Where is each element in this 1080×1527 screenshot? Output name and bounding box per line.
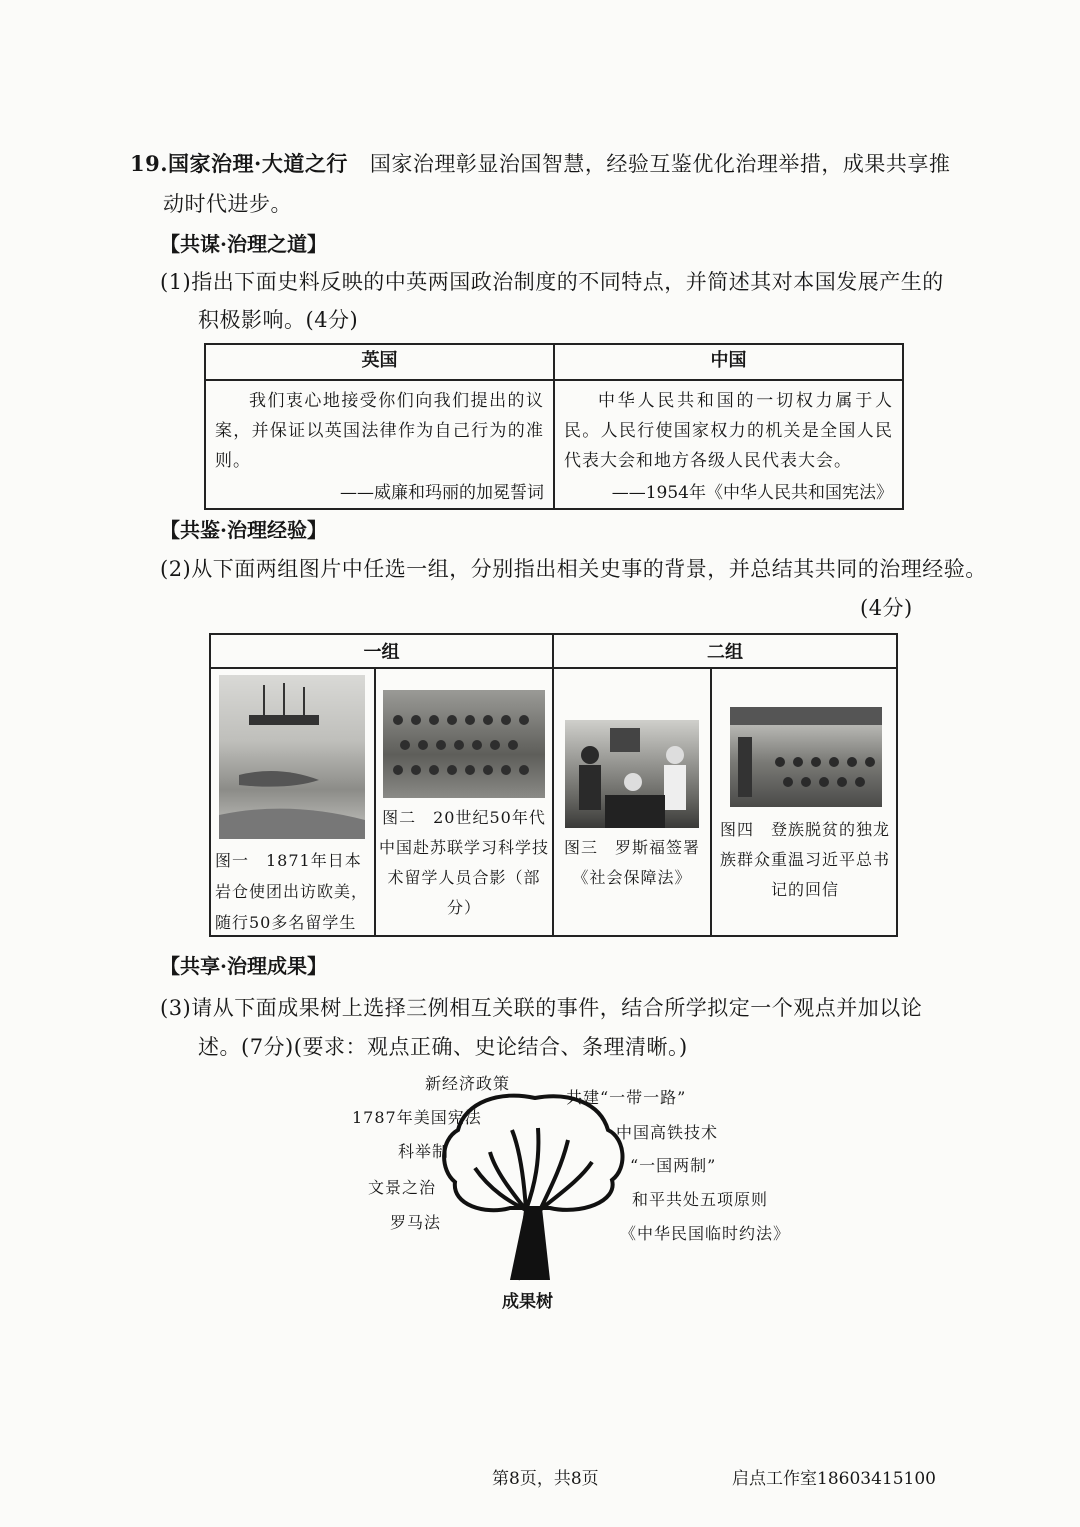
- part1-prompt-1: (1)指出下面史料反映的中英两国政治制度的不同特点，并简述其对本国发展产生的: [160, 270, 944, 294]
- ship-illustration: [219, 675, 365, 839]
- figure-2-caption: 图二 20世纪50年代中国赴苏联学习科学技术留学人员合影（部分）: [379, 808, 550, 917]
- tree-item-right-5: 《中华民国临时约法》: [620, 1224, 791, 1243]
- question-title: 国家治理·大道之行: [168, 151, 348, 176]
- tree-item-right-4: 和平共处五项原则: [632, 1190, 769, 1209]
- figure-3-photo: [565, 720, 699, 828]
- uk-source-text: 我们衷心地接受你们向我们提出的议案，并保证以英国法律作为自己行为的准则。: [215, 391, 544, 471]
- figure-4-photo: [730, 707, 882, 807]
- table-header-uk: 英国: [205, 344, 554, 380]
- cn-source-text: 中华人民共和国的一切权力属于人民。人民行使国家权力的机关是全国人民代表大会和地方各级人民代表大会。: [564, 391, 893, 471]
- question-intro-2: 动时代进步。: [163, 192, 292, 216]
- section-heading-1: 【共谋·治理之道】: [160, 232, 327, 256]
- tree-item-right-2: 中国高铁技术: [616, 1123, 719, 1142]
- part3-prompt-2: 述。(7分)(要求：观点正确、史论结合、条理清晰。): [198, 1035, 688, 1059]
- figure-1-caption: 图一 1871年日本岩仓使团出访欧美，随行50多名留学生: [215, 851, 369, 932]
- group-two-header: 二组: [707, 642, 743, 663]
- part1-prompt-2: 积极影响。(4分): [198, 308, 359, 332]
- part2-prompt: (2)从下面两组图片中任选一组，分别指出相关史事的背景，并总结其共同的治理经验。: [160, 557, 987, 581]
- figure-1-photo: [219, 675, 365, 839]
- group-one-header: 一组: [211, 635, 554, 667]
- question-number: 19.: [130, 151, 169, 176]
- figure-4-caption: 图四 登族脱贫的独龙族群众重温习近平总书记的回信: [719, 820, 890, 899]
- page-number: 第8页，共8页: [492, 1469, 599, 1489]
- figure-3-caption: 图三 罗斯福签署《社会保障法》: [563, 838, 700, 887]
- tree-item-left-2: 1787年美国宪法: [352, 1108, 482, 1127]
- group-photo-illustration: [383, 690, 545, 798]
- part3-prompt-1: (3)请从下面成果树上选择三例相互关联的事件，结合所学拟定一个观点并加以论: [160, 996, 923, 1020]
- figure-2-photo: [383, 690, 545, 798]
- signing-illustration: [565, 720, 699, 828]
- tree-item-left-5: 罗马法: [390, 1213, 442, 1232]
- tree-item-right-1: 共建“一带一路”: [566, 1088, 687, 1107]
- source-table: [204, 343, 904, 510]
- classroom-illustration: [730, 707, 882, 807]
- tree-item-left-4: 文景之治: [368, 1178, 437, 1197]
- question-header: [130, 148, 950, 178]
- question-intro-1: 国家治理彰显治国智慧，经验互鉴优化治理举措，成果共享推: [369, 152, 951, 176]
- table-header-cn: 中国: [554, 344, 903, 380]
- part2-score: (4分): [860, 596, 913, 620]
- section-heading-3: 【共享·治理成果】: [160, 954, 327, 978]
- tree-item-left-1: 新经济政策: [425, 1074, 511, 1093]
- studio-credit: 启点工作室18603415100: [732, 1469, 936, 1489]
- image-groups-table: [209, 633, 898, 937]
- section-heading-2: 【共鉴·治理经验】: [160, 518, 327, 542]
- tree-item-right-3: “一国两制”: [630, 1156, 717, 1175]
- cn-source-cite: ——1954年《中华人民共和国宪法》: [611, 483, 893, 503]
- tree-item-left-3: 科举制: [398, 1142, 450, 1161]
- tree-title: 成果树: [502, 1292, 553, 1312]
- uk-source-cite: ——威廉和玛丽的加冕誓词: [340, 483, 544, 503]
